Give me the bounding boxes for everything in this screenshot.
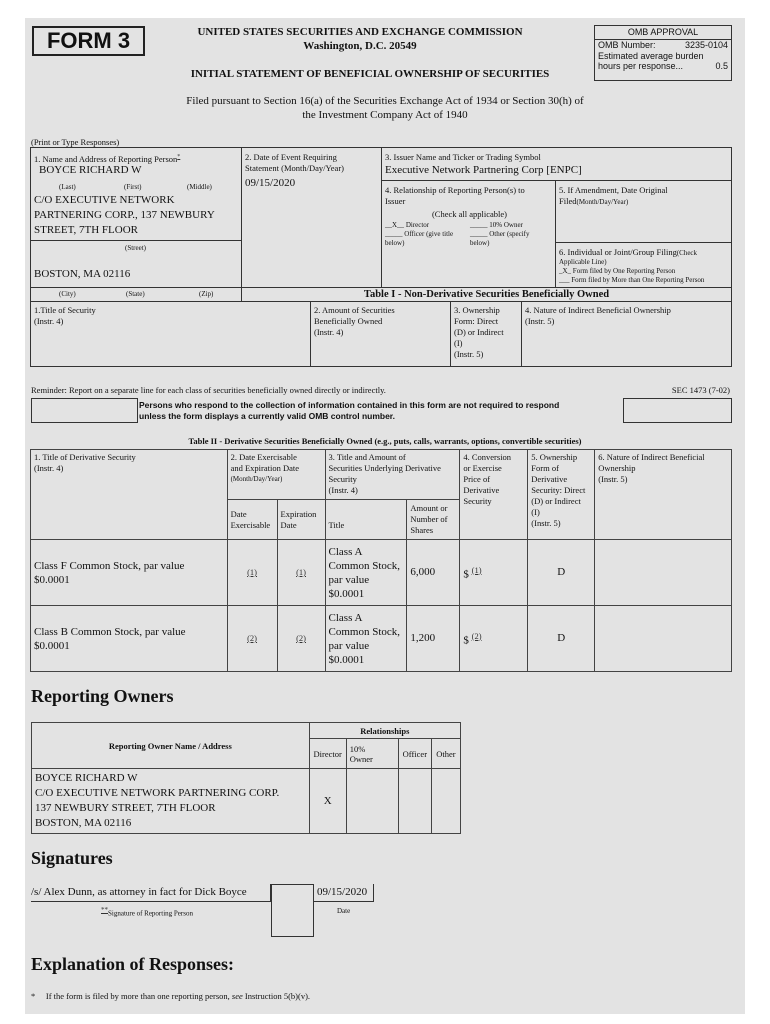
- city-state-zip-labels: [30, 287, 242, 302]
- t2-row2-nature: [595, 606, 732, 672]
- reporting-owners-heading: Reporting Owners: [31, 686, 174, 706]
- reminder-note: Reminder: Report on a separate line for each class of securities beneficially owned directly or indirectly.: [31, 385, 386, 395]
- footnote-link[interactable]: (2): [471, 630, 482, 641]
- box2-label2: Statement (Month/Day/Year): [245, 163, 344, 173]
- other-label: Other (specify: [489, 230, 530, 238]
- explanation-heading: Explanation of Responses:: [31, 954, 235, 974]
- last-label: (Last): [59, 183, 76, 191]
- t2-row1-amount: 6,000: [407, 540, 460, 606]
- street-line3: STREET, 7TH FLOOR: [34, 224, 138, 236]
- box6-label-small2: Applicable Line): [559, 258, 607, 266]
- issuer-name-ticker: Executive Network Partnering Corp [ENPC]: [385, 164, 582, 176]
- omb-number-value: 3235-0104: [684, 40, 728, 50]
- t2-header-conversion: 4. Conversion or Exercise Price of Derivative Security: [460, 450, 528, 540]
- t2-row2-title: Class B Common Stock, par value $0.0001: [31, 606, 228, 672]
- agency-name: UNITED STATES SECURITIES AND EXCHANGE COMMISSION: [197, 26, 523, 38]
- table1-col2-b: Beneficially Owned: [314, 316, 383, 326]
- city-state-zip: BOSTON, MA 02116: [34, 268, 131, 280]
- table-row: [31, 606, 732, 672]
- signature-date-box: [314, 884, 374, 902]
- state-label: (State): [126, 290, 145, 298]
- box6-label-small: (Check: [676, 249, 698, 257]
- t2-header-date: 2. Date Exercisable and Expiration Date (Month/Day/Year): [227, 450, 325, 500]
- agency-location: Washington, D.C. 20549: [303, 40, 417, 52]
- street-label: (Street): [125, 244, 146, 252]
- footnote-link[interactable]: (1): [471, 564, 482, 575]
- omb-burden-line1: Estimated average burden: [598, 50, 704, 61]
- signature-gap-box: [271, 884, 314, 937]
- reporting-person-name: BOYCE RICHARD W: [39, 164, 142, 176]
- director-label: Director: [405, 221, 430, 229]
- omb-approval-box: [594, 25, 732, 81]
- table1-col1-label: 1.Title of Security: [34, 305, 96, 315]
- table1-col3: [450, 301, 522, 367]
- t2-header-underlying: 3. Title and Amount of Securities Underlying Derivative Security (Instr. 4): [325, 450, 460, 500]
- explanation-text-see: see: [231, 991, 243, 1001]
- t2-row2-ownership: D: [528, 606, 595, 672]
- table-row: [31, 540, 732, 606]
- street-line1: C/O EXECUTIVE NETWORK: [34, 194, 175, 206]
- box1-name-address: [30, 147, 242, 288]
- t2-row1-underlying: Class A Common Stock, par value $0.0001: [325, 540, 407, 606]
- notice-left-box: [31, 398, 138, 423]
- filing-option-one: _X_ Form filed by One Reporting Person: [559, 267, 676, 275]
- t2-row1-title: Class F Common Stock, par value $0.0001: [31, 540, 228, 606]
- explanation-text-a: If the form is filed by more than one reporting person,: [45, 991, 230, 1001]
- table1-col4: [521, 301, 732, 367]
- t2-row2-amount: 1,200: [407, 606, 460, 672]
- other-label2: below): [470, 239, 490, 247]
- zip-label: (Zip): [199, 290, 214, 298]
- footnote-link[interactable]: (1): [296, 567, 306, 577]
- persons-notice-1: Persons who respond to the collection of information contained in this form are not required to respond: [139, 400, 560, 410]
- omb-burden-line2: hours per response...: [598, 61, 684, 71]
- box5-label1: 5. If Amendment, Date Original: [559, 185, 668, 195]
- table1-col3-b: Form: Direct: [454, 316, 499, 326]
- ro-col-name: Reporting Owner Name / Address: [32, 723, 310, 769]
- box3-issuer: [381, 147, 732, 181]
- form-page: [25, 18, 745, 1014]
- table1-col2: [310, 301, 451, 367]
- explanation-note: [31, 991, 310, 1001]
- check-all-applicable: (Check all applicable): [431, 209, 508, 219]
- ro-director-value: X: [309, 769, 346, 834]
- table1-title-row: [241, 287, 732, 302]
- filing-option-more: ___ Form filed by More than One Reporting Person: [559, 276, 705, 284]
- box5-label2-small: (Month/Day/Year): [576, 198, 629, 206]
- table1-col1: [30, 301, 311, 367]
- table1-col4-a: 4. Nature of Indirect Beneficial Ownership: [525, 305, 671, 315]
- box2-event-date: [241, 147, 382, 288]
- omb-title: OMB APPROVAL: [595, 26, 731, 40]
- ten-pct-mark: _____: [470, 221, 488, 229]
- table1-col3-c: (D) or Indirect: [454, 327, 504, 337]
- signer-name: /s/ Alex Dunn, as attorney in fact for Dick Boyce: [31, 886, 247, 898]
- ro-col-director: Director: [309, 739, 346, 769]
- box5-amendment: [555, 180, 732, 243]
- box1-label: 1. Name and Address of Reporting Person: [34, 153, 178, 164]
- derivative-table: [30, 449, 732, 672]
- explanation-text-b: Instruction 5(b)(v).: [244, 991, 311, 1001]
- form-title: INITIAL STATEMENT OF BENEFICIAL OWNERSHIP OF SECURITIES: [190, 68, 550, 80]
- filed-pursuant-line1: Filed pursuant to Section 16(a) of the Securities Exchange Act of 1934 or Section 30(h) of: [186, 95, 584, 107]
- t2-row1-ownership: D: [528, 540, 595, 606]
- t2-sub-exp: Expiration Date: [277, 500, 325, 540]
- omb-number-label: OMB Number:: [598, 40, 656, 50]
- box4-label1: 4. Relationship of Reporting Person(s) to: [385, 185, 525, 195]
- box3-label: 3. Issuer Name and Ticker or Trading Symbol: [385, 152, 541, 162]
- table-row: [32, 769, 461, 834]
- ro-owner-address: BOYCE RICHARD W C/O EXECUTIVE NETWORK PARTNERING CORP. 137 NEWBURY STREET, 7TH FLOOR BOSTON, MA 02116: [32, 769, 310, 834]
- officer-mark: _____: [385, 230, 403, 238]
- table1-col3-a: 3. Ownership: [454, 305, 500, 315]
- officer-label2: below): [385, 239, 405, 247]
- officer-label: Officer (give title: [404, 230, 454, 238]
- event-date-value: 09/15/2020: [245, 177, 296, 189]
- filed-pursuant-line2: the Investment Company Act of 1940: [302, 109, 468, 121]
- first-label: (First): [124, 183, 142, 191]
- other-mark: _____: [470, 230, 488, 238]
- box1-label-mark: *: [177, 154, 181, 160]
- t2-sub-amount: Amount or Number of Shares: [407, 500, 460, 540]
- table1-col2-c: (Instr. 4): [314, 327, 344, 337]
- ro-col-other: Other: [431, 739, 460, 769]
- box6-label: 6. Individual or Joint/Group Filing: [559, 247, 677, 257]
- box6-filing-type: [555, 242, 732, 288]
- t2-sub-title: Title: [325, 500, 407, 540]
- footnote-link[interactable]: (2): [296, 633, 306, 643]
- box5-label2: Filed: [559, 196, 577, 206]
- street-line2: PARTNERING CORP., 137 NEWBURY: [34, 209, 215, 221]
- ro-relationships: Relationships: [309, 723, 460, 739]
- t2-row1-nature: [595, 540, 732, 606]
- notice-right-box: [623, 398, 732, 423]
- director-mark: __X__: [385, 221, 405, 229]
- print-note: (Print or Type Responses): [31, 137, 120, 147]
- t2-header-title: 1. Title of Derivative Security (Instr. 4): [31, 450, 228, 540]
- footnote-link[interactable]: (1): [247, 567, 258, 577]
- signatures-heading: Signatures: [31, 848, 113, 868]
- signature-date: 09/15/2020: [317, 886, 368, 898]
- table1-col1-instr: (Instr. 4): [34, 316, 64, 326]
- omb-burden-value: 0.5: [715, 61, 728, 71]
- box2-label1: 2. Date of Event Requiring: [245, 152, 337, 162]
- ro-col-officer: Officer: [398, 739, 431, 769]
- form-label: FORM 3: [32, 26, 145, 56]
- t2-header-nature: 6. Nature of Indirect Beneficial Ownership (Instr. 5): [595, 450, 732, 540]
- table2-title: Table II - Derivative Securities Beneficially Owned (e.g., puts, calls, warrants, options, convertible securities): [188, 436, 582, 446]
- sig-mark: **: [101, 906, 108, 914]
- table1-col2-a: 2. Amount of Securities: [314, 305, 395, 315]
- footnote-link[interactable]: (2): [247, 633, 258, 643]
- table1-col4-b: (Instr. 5): [525, 316, 555, 326]
- ten-pct-label: 10% Owner: [489, 221, 523, 229]
- persons-notice-2: unless the form displays a currently valid OMB control number.: [139, 411, 396, 421]
- table1-col3-e: (Instr. 5): [454, 349, 484, 359]
- reporting-owners-table: [31, 722, 461, 834]
- box4-label2: Issuer: [385, 196, 406, 206]
- table1-title: Table I - Non-Derivative Securities Beneficially Owned: [363, 289, 610, 300]
- box4-relationship: [381, 180, 556, 288]
- t2-sub-date-ex: Date Exercisable: [227, 500, 277, 540]
- date-label: Date: [337, 907, 351, 915]
- middle-label: (Middle): [187, 183, 212, 191]
- t2-row2-underlying: Class A Common Stock, par value $0.0001: [325, 606, 407, 672]
- t2-row2-price-sym: $: [463, 634, 469, 647]
- city-label: (City): [59, 290, 76, 298]
- explanation-bullet: *: [31, 991, 36, 1001]
- table1-col3-d: (I): [454, 338, 463, 348]
- ro-col-ten-pct: 10% Owner: [346, 739, 398, 769]
- t2-header-ownership: 5. Ownership Form of Derivative Security: Direct (D) or Indirect (I) (Instr. 5): [528, 450, 595, 540]
- signature-block: [31, 884, 271, 918]
- sig-label: Signature of Reporting Person: [108, 909, 193, 918]
- t2-row1-price-sym: $: [463, 568, 469, 581]
- sec-code: SEC 1473 (7-02): [671, 385, 730, 395]
